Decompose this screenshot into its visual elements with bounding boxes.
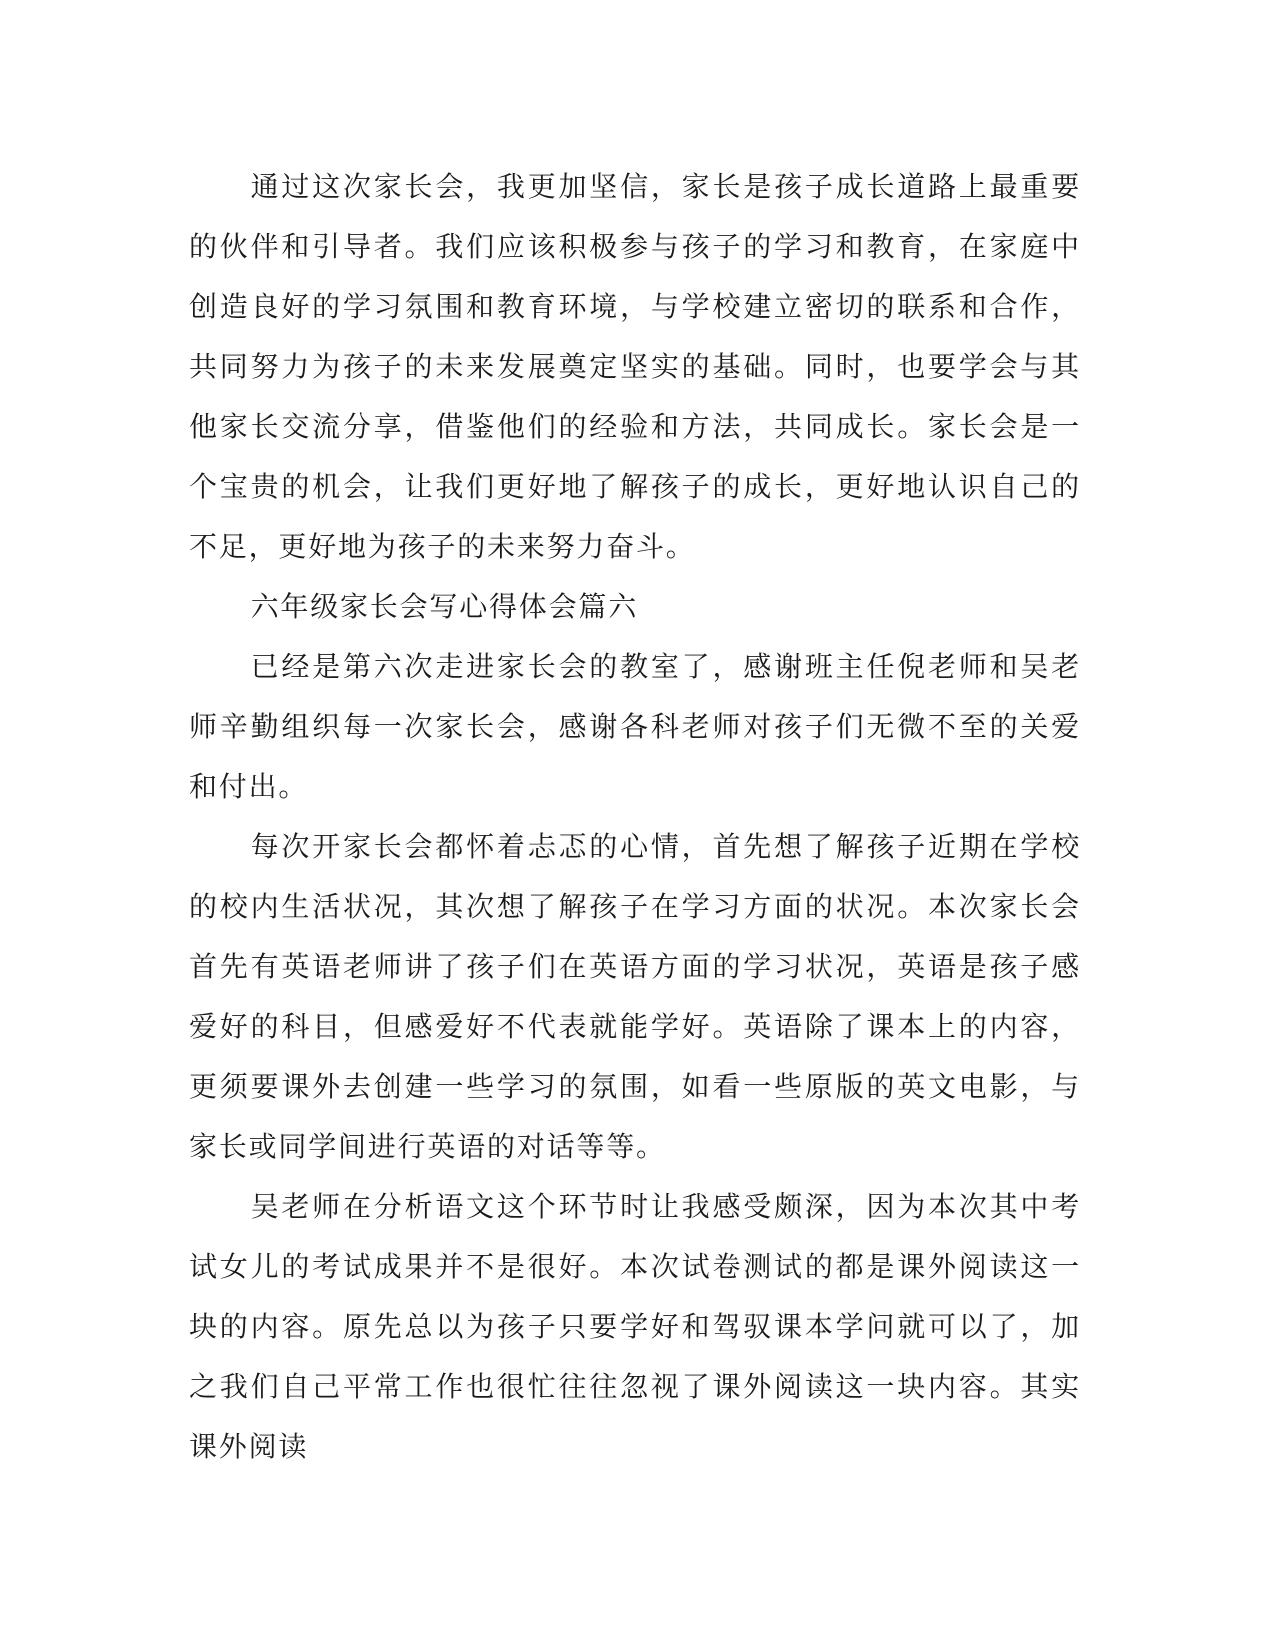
paragraph-conclusion: 通过这次家长会，我更加坚信，家长是孩子成长道路上最重要的伙伴和引导者。我们应该积极参与孩子的学习和教育，在家庭中创造良好的学习氛围和教育环境，与学校建立密切的联系和合作，共同努力为孩子的未来发展奠定坚实的基础。同时，也要学会与其他家长交流分享，借鉴他们的经验和方法，共同成长。家长会是一个宝贵的机会，让我们更好地了解孩子的成长，更好地认识自己的不足，更好地为孩子的未来努力奋斗。	[189, 170, 1081, 563]
paragraph-intro: 已经是第六次走进家长会的教室了，感谢班主任倪老师和吴老师辛勤组织每一次家长会，感谢各科老师对孩子们无微不至的关爱和付出。	[189, 650, 1081, 803]
section-heading: 六年级家长会写心得体会篇六	[250, 590, 638, 623]
paragraph-english: 每次开家长会都怀着忐忑的心情，首先想了解孩子近期在学校的校内生活状况，其次想了解孩子在学习方面的状况。本次家长会首先有英语老师讲了孩子们在英语方面的学习状况，英语是孩子感爱好的科目，但感爱好不代表就能学好。英语除了课本上的内容，更须要课外去创建一些学习的氛围，如看一些原版的英文电影，与家长或同学间进行英语的对话等等。	[189, 830, 1081, 1163]
paragraph-chinese: 吴老师在分析语文这个环节时让我感受颇深，因为本次其中考试女儿的考试成果并不是很好。本次试卷测试的都是课外阅读这一块的内容。原先总以为孩子只要学好和驾驭课本学问就可以了，加之我们自己平常工作也很忙往往忽视了课外阅读这一块内容。其实课外阅读	[189, 1190, 1081, 1463]
document-body	[189, 157, 1081, 1477]
